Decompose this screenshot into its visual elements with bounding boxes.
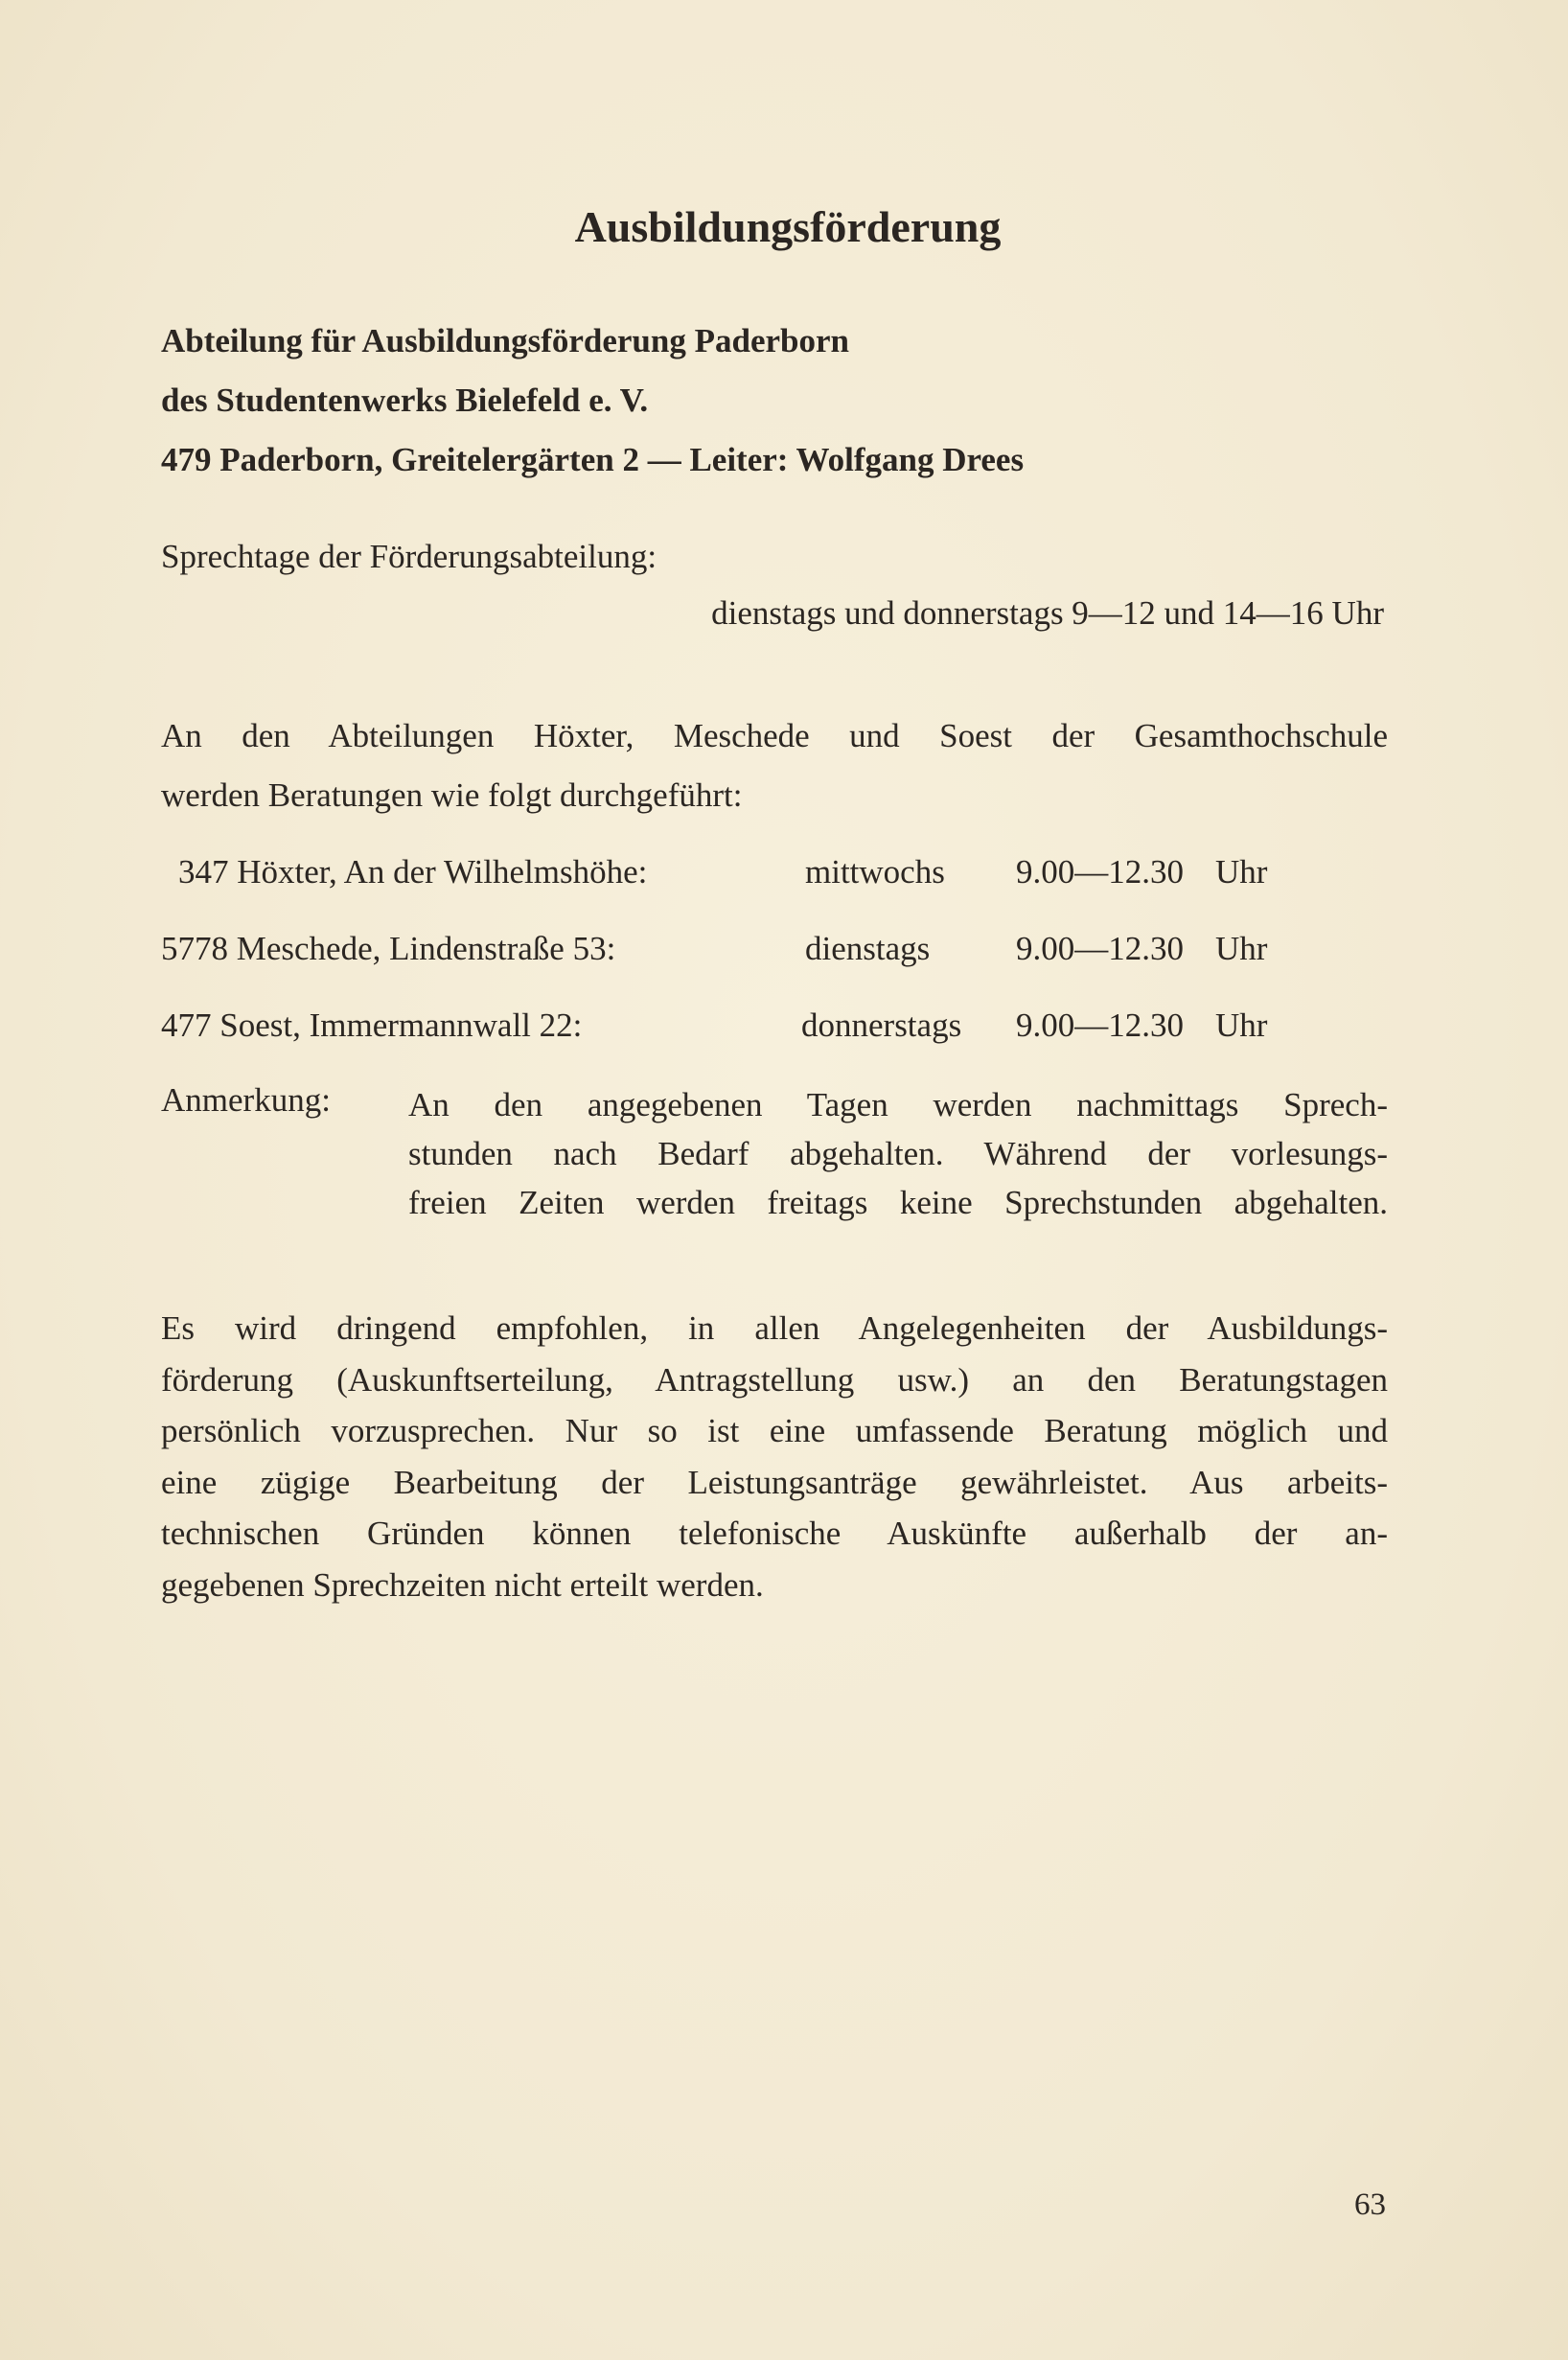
- location-place: 5778 Meschede, Lindenstraße 53:: [161, 930, 616, 967]
- paragraph-line: gegebenen Sprechzeiten nicht erteilt werden.: [161, 1565, 764, 1604]
- office-org-line: des Studentenwerks Bielefeld e. V.: [161, 382, 649, 419]
- office-hours-times: dienstags und donnerstags 9—12 und 14—16 Uhr: [711, 594, 1384, 632]
- note-line: stunden nach Bedarf abgehalten. Während der vorlesungs-: [408, 1135, 1388, 1172]
- location-day: dienstags: [805, 930, 931, 967]
- page-title: Ausbildungsförderung: [574, 202, 1002, 251]
- office-address-line: 479 Paderborn, Greitelergärten 2 — Leiter: Wolfgang Drees: [161, 441, 1025, 478]
- intro-line-2: werden Beratungen wie folgt durchgeführt:: [161, 776, 743, 814]
- paragraph-line: persönlich vorzusprechen. Nur so ist eine umfassende Beratung möglich und: [161, 1412, 1388, 1449]
- note-line: An den angegebenen Tagen werden nachmittags Sprech-: [408, 1086, 1388, 1123]
- paragraph-line: Es wird dringend empfohlen, in allen Angelegenheiten der Ausbildungs-: [161, 1309, 1388, 1347]
- location-time: 9.00—12.30: [1016, 853, 1184, 891]
- location-time: 9.00—12.30: [1016, 1006, 1184, 1044]
- location-place: 477 Soest, Immermannwall 22:: [161, 1006, 583, 1044]
- location-day: mittwochs: [805, 853, 945, 891]
- location-unit: Uhr: [1215, 853, 1268, 891]
- location-day: donnerstags: [801, 1006, 962, 1044]
- paragraph-line: technischen Gründen können telefonische Auskünfte außerhalb der an-: [161, 1515, 1388, 1552]
- paragraph-line: förderung (Auskunftserteilung, Antragstellung usw.) an den Beratungstagen: [161, 1360, 1388, 1399]
- location-unit: Uhr: [1215, 1006, 1268, 1044]
- page-number: 63: [1354, 2187, 1386, 2222]
- note-label: Anmerkung:: [161, 1081, 331, 1119]
- paragraph-line: eine zügige Bearbeitung der Leistungsanträge gewährleistet. Aus arbeits-: [161, 1463, 1388, 1501]
- location-time: 9.00—12.30: [1016, 930, 1184, 967]
- note-line: freien Zeiten werden freitags keine Sprechstunden abgehalten.: [408, 1184, 1388, 1221]
- office-hours-label: Sprechtage der Förderungsabteilung:: [161, 538, 657, 575]
- office-name-line: Abteilung für Ausbildungsförderung Paderborn: [161, 322, 849, 359]
- recommendation-paragraph: [161, 1303, 1388, 1610]
- location-unit: Uhr: [1215, 930, 1268, 967]
- location-place: 347 Höxter, An der Wilhelmshöhe:: [178, 853, 648, 891]
- intro-line-1: An den Abteilungen Höxter, Meschede und Soest der Gesamthochschule: [161, 717, 1388, 754]
- note-text: [408, 1080, 1388, 1227]
